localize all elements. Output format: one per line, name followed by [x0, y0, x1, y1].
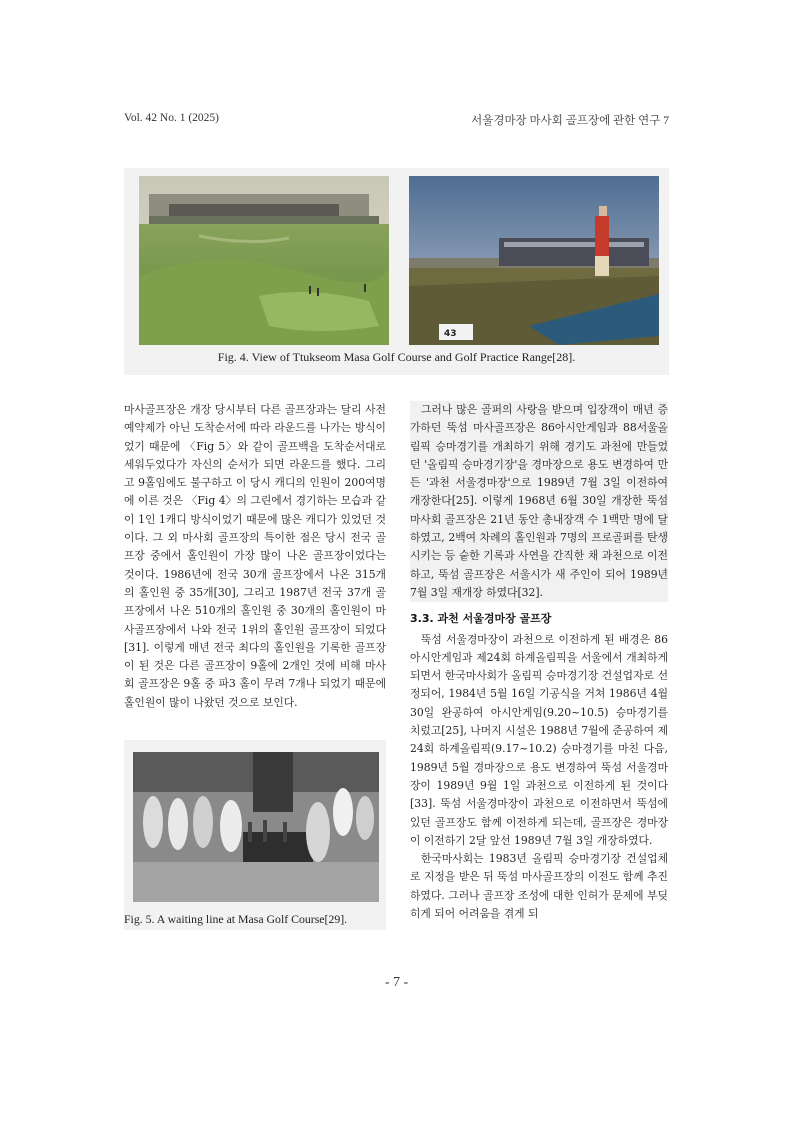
- running-header-title: 서울경마장 마사회 골프장에 관한 연구 7: [471, 115, 669, 127]
- running-header-volume: Vol. 42 No. 1 (2025): [124, 112, 219, 124]
- body-paragraph: 마사골프장은 개장 당시부터 다른 골프장과는 달리 사전 예약제가 아닌 도착순서에 따라 라운드를 나가는 방식이었기 때문에 〈Fig 5〉와 같이 골프백을 도착순서대로 세워두었다가 자신의 순서가 되면 라운드를 했다. 그리고 9홀임에도 불구하고 이 당시 캐디의 인원이 200여명에 이른 것은 〈Fig 4〉의 그린에서 경기하는 모습과 같이 1인 1캐디 방식이었기 때문에 많은 캐디가 있었던 것이다. 그 외 마사회 골프장의 특이한 점은 당시 전국 골프장 중에서 홀인원이 가장 많이 나온 골프장이었다는 것이다. 1986년에 전국 30개 골프장에서 나온 315개의 홀인원 중 35개[30], 그리고 1987년 전국 37개 골프장에서 나온 510개의 홀인원 중 30개의 홀인원이 마사골프장에서 나와 전국 1위의 홀인원 골프장이 되었다[31]. 이렇게 매년 전국 최다의 홀인원을 기록한 골프장이 된 것은 다른 골프장이 9홀에 2개인 것에 비해 마사회 골프장은 9홀 중 파3 홀이 무려 7개나 되었기 때문에 홀인원이 많이 나왔던 것으로 보인다.: [124, 403, 386, 709]
- page-number: - 7 -: [384, 975, 409, 990]
- body-paragraph: 그러나 많은 골퍼의 사랑을 받으며 입장객이 매년 증가하던 뚝섬 마사골프장은 86아시안게임과 88서울올림픽 승마경기를 개최하기 위해 경기도 과천에 만들었던 '올림픽 승마경기장'을 경마장으로 용도 변경하여 만든 '과천 서울경마장'으로 1989년 7월 3일 이전하여 개장한다[25]. 이렇게 1968년 6월 30일 개장한 뚝섬 마사회 골프장은 21년 동안 총내장객 수 1백만 명에 달하였고, 2백여 차례의 홀인원과 7명의 프로골퍼를 탄생시키는 등 숱한 기록과 사연을 간직한 채 과천으로 이전하고, 뚝섬 골프장은 서울시가 새 주인이 되어 1989년 7월 3일 재개장 하였다[32].: [410, 401, 668, 602]
- figure-5-caption: Fig. 5. A waiting line at Masa Golf Course[29].: [124, 912, 348, 926]
- section-heading: 3.3. 과천 서울경마장 골프장: [410, 612, 552, 626]
- figure-5-photo: [133, 752, 379, 902]
- figure-4-right-photo: [409, 176, 659, 345]
- left-column: [124, 401, 386, 712]
- body-paragraph: 한국마사회는 1983년 올림픽 승마경기장 건설업체로 지정을 받은 뒤 뚝섬 마사골프장의 이전도 함께 추진하였다. 그러나 골프장 조성에 대한 인허가 문제에 부딪히게 되어 어려움을 겪게 되: [410, 852, 668, 921]
- figure-4-left-photo: [139, 176, 389, 345]
- right-column: [410, 401, 668, 923]
- body-paragraph: 뚝섬 서울경마장이 과천으로 이전하게 된 배경은 86아시안게임과 제24회 하계올림픽을 서울에서 개최하게 되면서 한국마사회가 올림픽 승마경기장 건설업자로 선정되어, 1984년 5월 16일 기공식을 거쳐 1986년 4월 30일 완공하여 아시안게임(9.20~10.5) 승마경기를 치렀고[25], 나머지 시설은 1988년 7월에 준공하여 제24회 하계올림픽(9.17~10.2) 승마경기를 마친 다음, 1989년 5월 경마장으로 용도 변경하여 뚝섬 서울경마장이 1989년 9월 1일 과천으로 이전하게 된 것이다[33]. 뚝섬 서울경마장이 과천으로 이전하면서 뚝섬에 있던 골프장도 함께 이전하게 되는데, 골프장은 경마장이 이전하기 2달 앞선 1989년 7월 3일 개장하였다.: [410, 632, 668, 847]
- figure-4-caption: Fig. 4. View of Ttukseom Masa Golf Course and Golf Practice Range[28].: [217, 350, 576, 364]
- figure-4-photo-label: 43: [444, 329, 457, 339]
